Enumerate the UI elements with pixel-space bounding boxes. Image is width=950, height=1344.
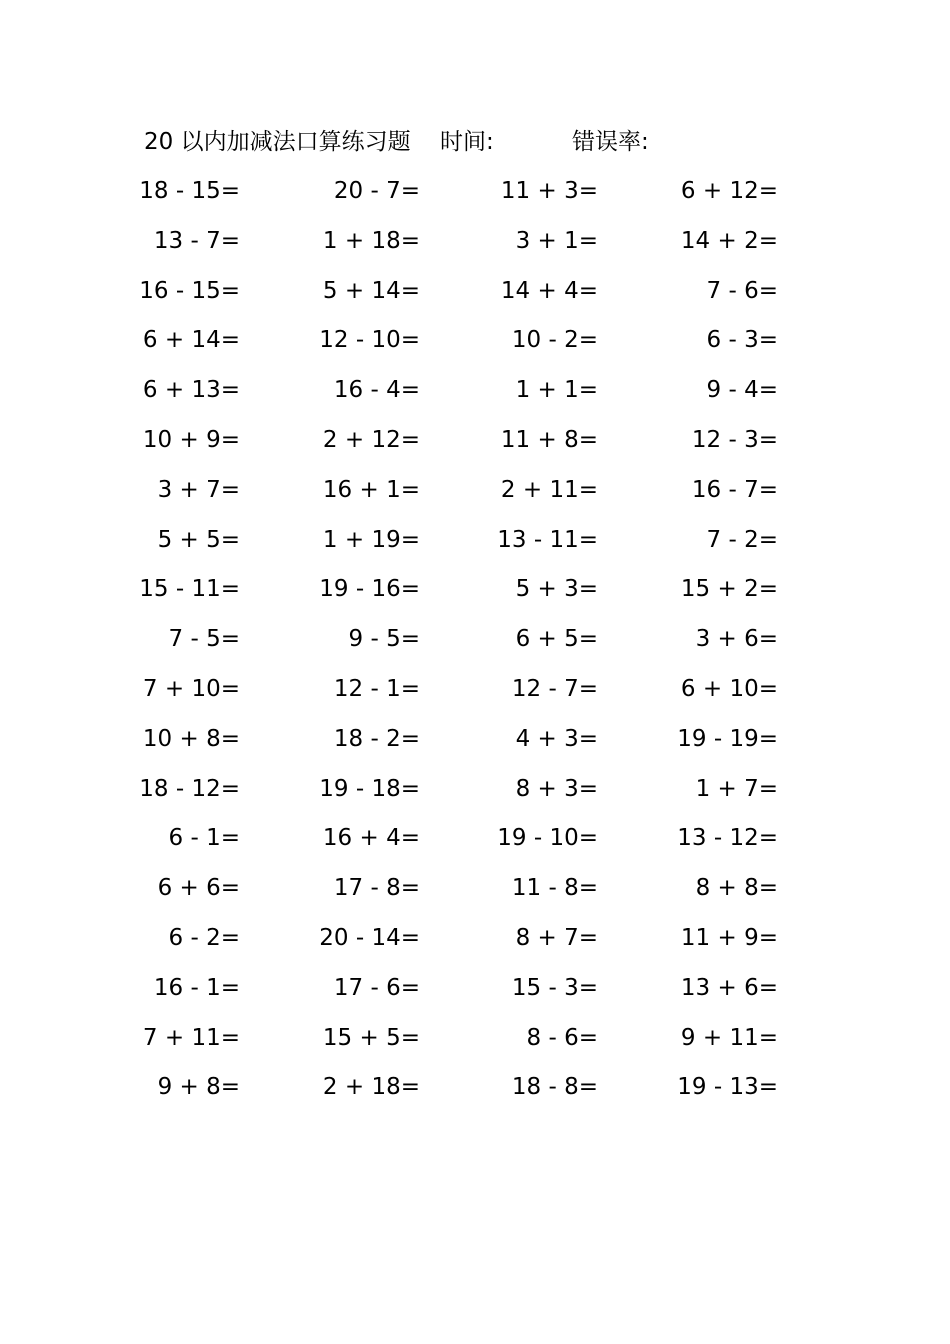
- problem-cell: 13 - 12=: [677, 825, 778, 852]
- problem-cell: 9 - 4=: [706, 377, 778, 404]
- problem-row: [0, 566, 950, 616]
- problem-row: [0, 367, 950, 417]
- problem-row: [0, 865, 950, 915]
- problem-cell: 6 - 1=: [168, 825, 240, 852]
- problem-row: [0, 815, 950, 865]
- problem-cell: 10 - 2=: [511, 327, 598, 354]
- problem-cell: 13 - 11=: [497, 526, 598, 553]
- problem-cell: 19 - 16=: [319, 576, 420, 603]
- problem-cell: 6 + 12=: [680, 178, 778, 204]
- problem-cell: 16 - 7=: [691, 476, 778, 503]
- problem-cell: 1 + 1=: [515, 377, 598, 404]
- problem-cell: 18 - 12=: [139, 775, 240, 802]
- problem-cell: 6 + 6=: [157, 875, 240, 902]
- error-rate-label: 错误率:: [572, 129, 649, 155]
- problem-cell: 2 + 12=: [322, 426, 420, 453]
- problem-cell: 6 + 14=: [142, 327, 240, 354]
- problem-cell: 20 - 7=: [333, 178, 420, 204]
- problem-cell: 18 - 2=: [333, 725, 420, 752]
- problem-cell: 1 + 7=: [695, 775, 778, 802]
- problem-cell: 11 + 9=: [680, 924, 778, 951]
- problem-cell: 8 + 3=: [515, 775, 598, 802]
- problem-cell: 14 + 2=: [680, 227, 778, 254]
- problem-cell: 16 + 1=: [322, 476, 420, 503]
- problem-cell: 7 - 2=: [706, 526, 778, 553]
- problem-cell: 6 - 3=: [706, 327, 778, 354]
- problem-cell: 2 + 11=: [500, 476, 598, 503]
- time-label: 时间:: [440, 129, 494, 155]
- problem-cell: 14 + 4=: [500, 277, 598, 304]
- problem-cell: 20 - 14=: [319, 924, 420, 951]
- problem-cell: 17 - 6=: [333, 974, 420, 1001]
- problem-cell: 18 - 15=: [139, 178, 240, 204]
- problem-cell: 12 - 7=: [511, 675, 598, 702]
- problem-row: [0, 268, 950, 318]
- problem-row: [0, 1015, 950, 1065]
- problem-cell: 3 + 6=: [695, 626, 778, 653]
- problem-cell: 16 - 1=: [153, 974, 240, 1001]
- problem-cell: 17 - 8=: [333, 875, 420, 902]
- problem-cell: 8 + 7=: [515, 924, 598, 951]
- problem-row: [0, 417, 950, 467]
- problem-cell: 4 + 3=: [515, 725, 598, 752]
- problem-cell: 1 + 18=: [322, 227, 420, 254]
- problem-cell: 6 - 2=: [168, 924, 240, 951]
- problem-cell: 5 + 14=: [322, 277, 420, 304]
- problem-row: [0, 168, 950, 218]
- problem-cell: 7 + 11=: [142, 1024, 240, 1051]
- problem-cell: 6 + 5=: [515, 626, 598, 653]
- problem-row: [0, 666, 950, 716]
- problem-cell: 11 - 8=: [511, 875, 598, 902]
- problem-cell: 9 + 11=: [680, 1024, 778, 1051]
- problem-cell: 10 + 9=: [142, 426, 240, 453]
- problem-cell: 19 - 19=: [677, 725, 778, 752]
- problem-grid: [0, 168, 950, 1114]
- worksheet-title: 20 以内加减法口算练习题: [144, 129, 411, 155]
- problem-row: [0, 915, 950, 965]
- problem-cell: 12 - 1=: [333, 675, 420, 702]
- worksheet-header: [144, 122, 844, 162]
- problem-cell: 10 + 8=: [142, 725, 240, 752]
- problem-row: [0, 317, 950, 367]
- problem-cell: 15 - 11=: [139, 576, 240, 603]
- problem-cell: 13 - 7=: [153, 227, 240, 254]
- problem-cell: 5 + 5=: [157, 526, 240, 553]
- problem-cell: 15 - 3=: [511, 974, 598, 1001]
- problem-cell: 9 - 5=: [348, 626, 420, 653]
- problem-cell: 15 + 2=: [680, 576, 778, 603]
- problem-row: [0, 467, 950, 517]
- problem-cell: 2 + 18=: [322, 1074, 420, 1101]
- problem-cell: 13 + 6=: [680, 974, 778, 1001]
- problem-cell: 12 - 10=: [319, 327, 420, 354]
- problem-cell: 3 + 7=: [157, 476, 240, 503]
- problem-row: [0, 766, 950, 816]
- problem-cell: 1 + 19=: [322, 526, 420, 553]
- problem-row: [0, 218, 950, 268]
- problem-cell: 19 - 13=: [677, 1074, 778, 1101]
- problem-cell: 5 + 3=: [515, 576, 598, 603]
- problem-cell: 6 + 10=: [680, 675, 778, 702]
- problem-cell: 16 - 4=: [333, 377, 420, 404]
- problem-cell: 3 + 1=: [515, 227, 598, 254]
- problem-cell: 12 - 3=: [691, 426, 778, 453]
- problem-cell: 16 + 4=: [322, 825, 420, 852]
- problem-cell: 6 + 13=: [142, 377, 240, 404]
- problem-cell: 7 - 6=: [706, 277, 778, 304]
- problem-cell: 8 + 8=: [695, 875, 778, 902]
- problem-cell: 11 + 8=: [500, 426, 598, 453]
- problem-cell: 15 + 5=: [322, 1024, 420, 1051]
- problem-cell: 16 - 15=: [139, 277, 240, 304]
- problem-cell: 19 - 18=: [319, 775, 420, 802]
- problem-cell: 7 - 5=: [168, 626, 240, 653]
- problem-cell: 7 + 10=: [142, 675, 240, 702]
- problem-row: [0, 517, 950, 567]
- problem-cell: 19 - 10=: [497, 825, 598, 852]
- problem-cell: 9 + 8=: [157, 1074, 240, 1101]
- problem-row: [0, 716, 950, 766]
- problem-row: [0, 616, 950, 666]
- problem-cell: 18 - 8=: [511, 1074, 598, 1101]
- problem-row: [0, 1064, 950, 1114]
- problem-cell: 8 - 6=: [526, 1024, 598, 1051]
- problem-row: [0, 965, 950, 1015]
- problem-cell: 11 + 3=: [500, 178, 598, 204]
